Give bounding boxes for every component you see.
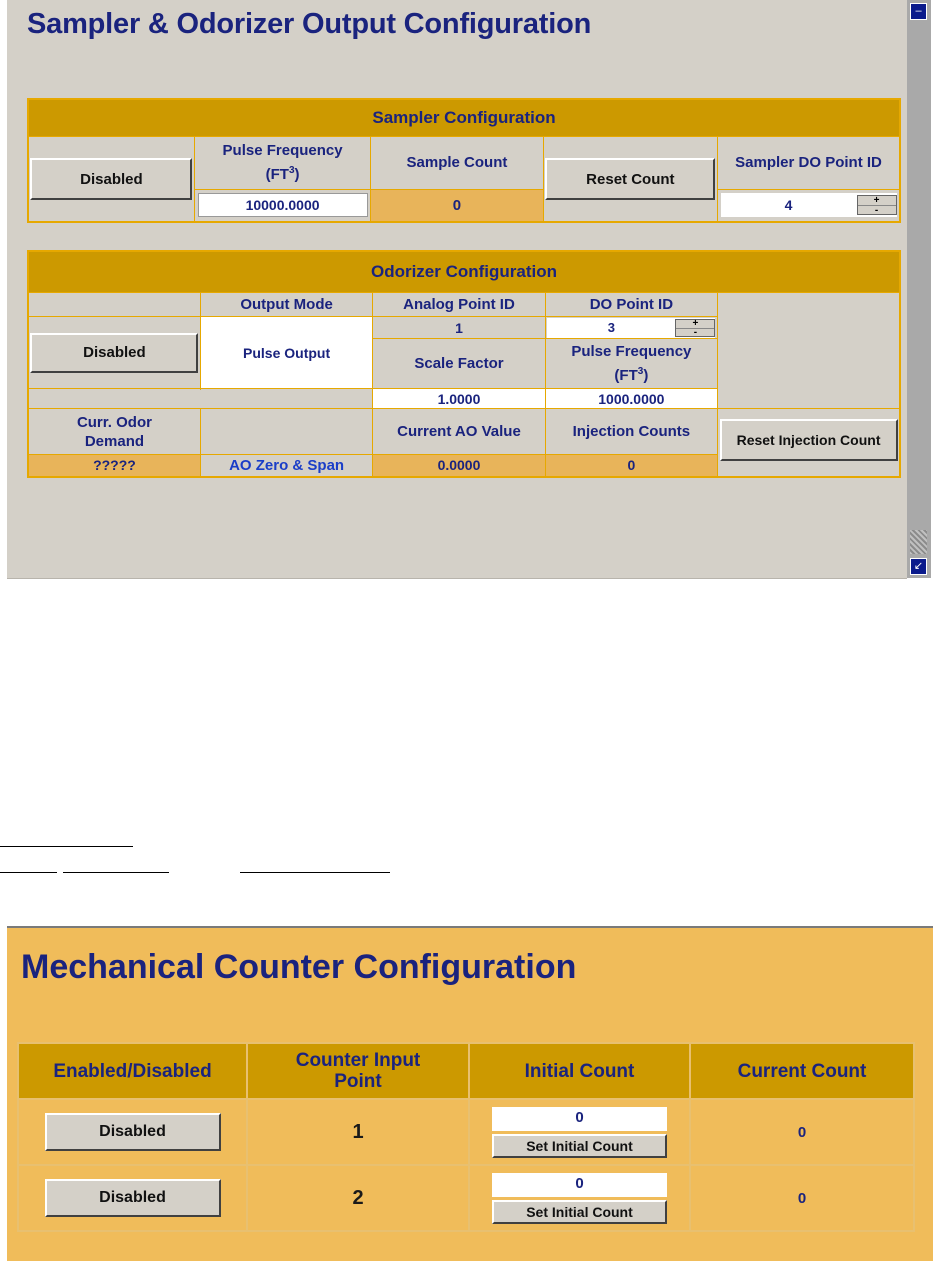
ao-zero-span-link[interactable]: AO Zero & Span [200,455,372,477]
page-title: Sampler & Odorizer Output Configuration [27,8,592,40]
sampler-do-point-label: Sampler DO Point ID [718,137,900,190]
output-mode-label: Output Mode [200,293,372,317]
current-ao-value: 0.0000 [373,455,545,477]
table-row [18,1099,914,1165]
sample-count-value: 0 [371,189,543,222]
sampler-odorizer-panel [7,0,907,579]
sample-count-label: Sample Count [371,137,543,190]
output-mode-value[interactable]: Pulse Output [200,317,372,389]
scroll-grip-icon[interactable] [910,530,927,554]
divider-line [63,872,169,873]
analog-point-label: Analog Point ID [373,293,545,317]
sampler-enable-button[interactable]: Disabled [30,158,192,200]
counter-2-enable-button[interactable]: Disabled [45,1179,221,1217]
sampler-pulse-frequency-input[interactable]: 10000.0000 [198,193,368,217]
counter-2-set-initial-count-button[interactable]: Set Initial Count [492,1200,667,1224]
counter-1-initial-count-input[interactable]: 0 [492,1107,667,1131]
do-point-label: DO Point ID [545,293,717,317]
counter-1-set-initial-count-button[interactable]: Set Initial Count [492,1134,667,1158]
reset-injection-count-button[interactable]: Reset Injection Count [720,419,898,461]
mechanical-counter-table [17,1042,915,1232]
sampler-config-table [27,98,901,223]
counter-2-current-count: 0 [690,1165,914,1231]
divider-line [240,872,390,873]
sampler-pulse-frequency-label: Pulse Frequency $(FT^3)$ [194,137,370,190]
odorizer-pulse-frequency-label: Pulse Frequency $(FT^3)$ [545,339,717,389]
scale-factor-input[interactable]: 1.0000 [373,389,545,409]
mechanical-counter-panel [7,926,933,1261]
vertical-scrollbar[interactable] [907,0,931,578]
injection-counts-value: 0 [545,455,717,477]
counter-2-input-point: 2 [247,1165,469,1231]
do-point-stepper[interactable] [675,319,715,337]
do-point-input[interactable]: 3 [607,320,615,335]
counter-input-point-header: Counter Input Point [247,1043,469,1099]
odorizer-pulse-frequency-input[interactable]: 1000.0000 [545,389,717,409]
current-count-header: Current Count [690,1043,914,1099]
scroll-up-icon[interactable]: – [910,3,927,20]
counter-1-input-point: 1 [247,1099,469,1165]
initial-count-header: Initial Count [469,1043,690,1099]
analog-point-value: 1 [373,317,545,339]
curr-odor-demand-label: Curr. Odor Demand [28,409,200,455]
counter-1-current-count: 0 [690,1099,914,1165]
decrement-icon[interactable]: - [874,205,879,217]
sampler-do-point-input[interactable]: 4 [784,197,793,214]
odorizer-enable-button[interactable]: Disabled [30,333,198,373]
enabled-disabled-header: Enabled/Disabled [18,1043,247,1099]
resize-icon[interactable]: ↙ [910,558,927,575]
curr-odor-demand-value: ????? [28,455,200,477]
table-row [18,1165,914,1231]
scale-factor-label: Scale Factor [373,339,545,389]
increment-icon[interactable]: + [858,196,896,206]
decrement-icon[interactable]: - [693,326,698,338]
current-ao-label: Current AO Value [373,409,545,455]
injection-counts-label: Injection Counts [545,409,717,455]
odorizer-config-header: Odorizer Configuration [28,251,900,293]
sampler-config-header: Sampler Configuration [28,99,900,137]
counter-1-enable-button[interactable]: Disabled [45,1113,221,1151]
reset-count-button[interactable]: Reset Count [545,158,715,200]
divider-line [0,872,57,873]
odorizer-config-table [27,250,901,478]
divider-line [0,846,133,847]
mechanical-counter-title: Mechanical Counter Configuration [21,948,577,986]
counter-2-initial-count-input[interactable]: 0 [492,1173,667,1197]
increment-icon[interactable]: + [676,320,714,329]
sampler-do-point-stepper[interactable] [857,195,897,215]
